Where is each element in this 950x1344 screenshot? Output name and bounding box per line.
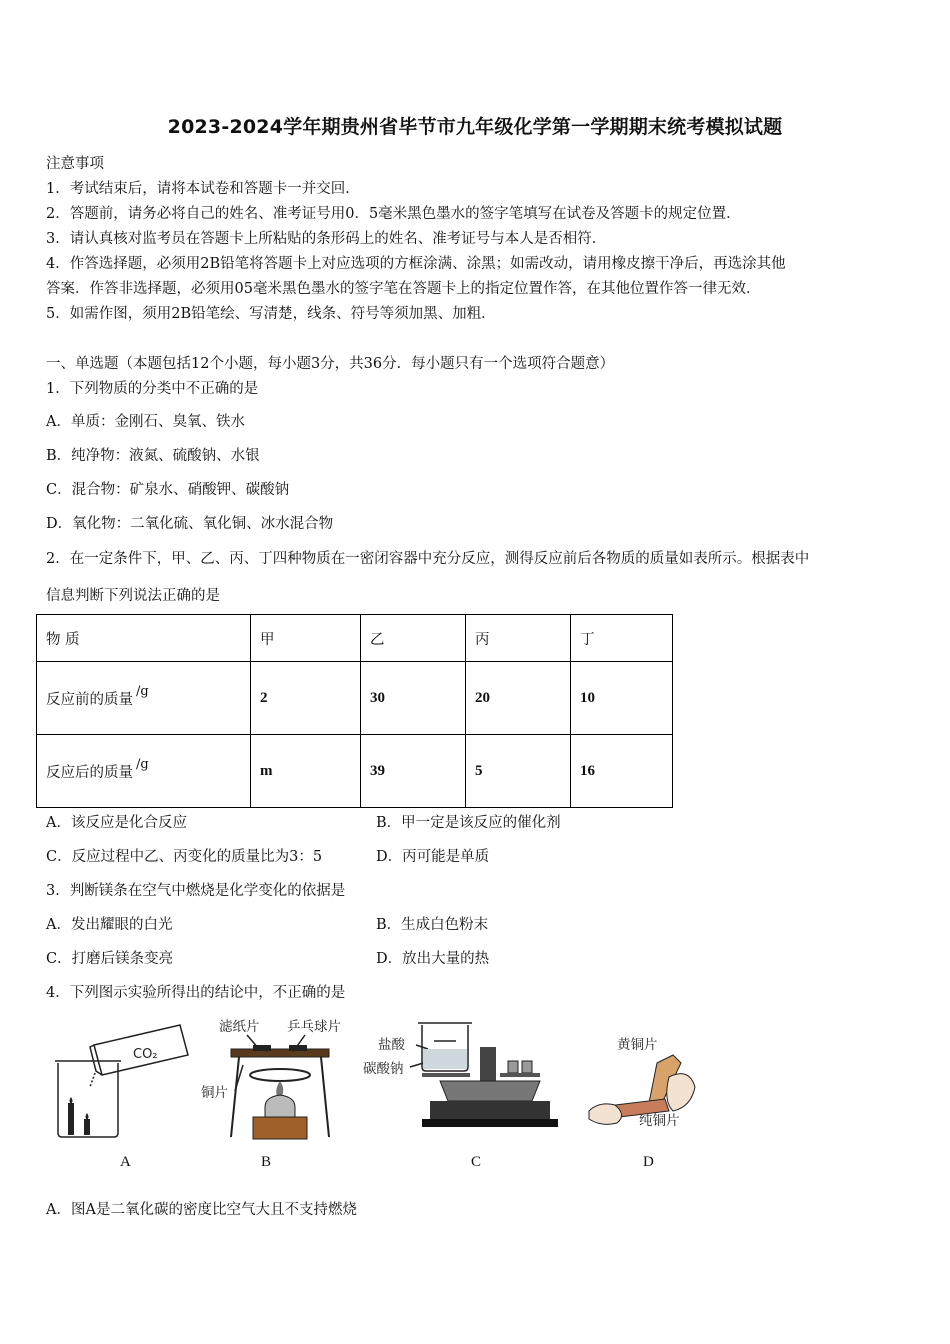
- figure-b-copper-heating: [195, 1015, 365, 1145]
- table-row-label: [37, 662, 251, 735]
- figure-caption-d: D: [643, 1154, 654, 1170]
- q2-option-b: B．甲一定是该反应的催化剂: [376, 815, 561, 831]
- q2-option-c: C．反应过程中乙、丙变化的质量比为3：5: [46, 849, 323, 865]
- table-cell: 10: [571, 662, 673, 735]
- row-label-text: 反应前的质量: [46, 691, 133, 708]
- table-cell: 30: [361, 662, 466, 735]
- q2-option-d: D．丙可能是单质: [376, 849, 490, 865]
- notice-item: 2．答题前，请务必将自己的姓名、准考证号用0．5毫米黑色墨水的签字笔填写在试卷及答题卡的规定位置．: [46, 206, 741, 222]
- mass-table: [36, 614, 673, 808]
- label-sodium-carbonate: 碳酸钠: [363, 1061, 404, 1077]
- q4-option-a: A．图A是二氧化碳的密度比空气大且不支持燃烧: [46, 1202, 357, 1218]
- q3-option-a: A．发出耀眼的白光: [46, 917, 173, 933]
- table-header-row: [37, 615, 673, 662]
- q2-stem: 信息判断下列说法正确的是: [46, 588, 220, 604]
- page-title: 2023-2024学年期贵州省毕节市九年级化学第一学期期末统考模拟试题: [167, 116, 783, 138]
- notice-item: 4．作答选择题，必须用2B铅笔将答题卡上对应选项的方框涂满、涂黑；如需改动，请用橡皮擦干净后，再选涂其他: [46, 256, 786, 272]
- q1-stem: 1．下列物质的分类中不正确的是: [46, 381, 259, 397]
- figure-caption-a: A: [120, 1154, 131, 1170]
- unit-label: /g: [136, 756, 149, 772]
- label-brass-plate: 黄铜片: [617, 1037, 658, 1053]
- q3-option-c: C．打磨后镁条变亮: [46, 951, 174, 967]
- table-header-cell: 物 质: [37, 615, 251, 662]
- table-cell: 5: [466, 735, 571, 808]
- unit-label: /g: [136, 683, 149, 699]
- q4-stem: 4．下列图示实验所得出的结论中，不正确的是: [46, 985, 346, 1001]
- q2-option-a: A．该反应是化合反应: [46, 815, 187, 831]
- label-co2: CO₂: [133, 1047, 158, 1062]
- table-row: [37, 735, 673, 808]
- table-header-cell: 丙: [466, 615, 571, 662]
- figure-caption-c: C: [471, 1154, 482, 1170]
- table-cell: 16: [571, 735, 673, 808]
- table-cell: 39: [361, 735, 466, 808]
- label-pure-copper-plate: 纯铜片: [639, 1113, 680, 1129]
- figure-c-balance: [360, 1015, 560, 1145]
- q1-option-b: B．纯净物：液氮、硫酸钠、水银: [46, 448, 260, 464]
- q1-option-d: D．氧化物：二氧化硫、氧化铜、冰水混合物: [46, 516, 334, 532]
- table-cell: 2: [251, 662, 361, 735]
- q2-stem: 2．在一定条件下，甲、乙、丙、丁四种物质在一密闭容器中充分反应，测得反应前后各物质的质量如表所示。根据表中: [46, 551, 810, 567]
- table-row: [37, 662, 673, 735]
- label-hydrochloric-acid: 盐酸: [378, 1037, 405, 1053]
- label-copper-plate: 铜片: [201, 1085, 228, 1101]
- notice-item: 5．如需作图，须用2B铅笔绘、写清楚，线条、符号等须加黑、加粗．: [46, 306, 496, 322]
- table-header-cell: 丁: [571, 615, 673, 662]
- table-cell: 20: [466, 662, 571, 735]
- label-pingpong: 乒乓球片: [287, 1019, 341, 1035]
- figure-a-co2-candles: [50, 1015, 195, 1145]
- table-header-cell: 乙: [361, 615, 466, 662]
- q3-option-d: D．放出大量的热: [376, 951, 490, 967]
- figure-caption-b: B: [261, 1154, 272, 1170]
- section-heading: 一、单选题（本题包括12个小题，每小题3分，共36分．每小题只有一个选项符合题意）: [46, 356, 615, 372]
- label-filter-paper: 滤纸片: [219, 1019, 260, 1035]
- q1-option-c: C．混合物：矿泉水、硝酸钾、碳酸钠: [46, 482, 290, 498]
- table-row-label: [37, 735, 251, 808]
- table-header-cell: 甲: [251, 615, 361, 662]
- figure-d-scratch-test: [585, 1015, 705, 1145]
- notice-heading: 注意事项: [46, 156, 104, 172]
- notice-item: 3．请认真核对监考员在答题卡上所粘贴的条形码上的姓名、准考证号与本人是否相符．: [46, 231, 607, 247]
- q1-option-a: A．单质：金刚石、臭氧、铁水: [46, 414, 245, 430]
- q3-stem: 3．判断镁条在空气中燃烧是化学变化的依据是: [46, 883, 346, 899]
- q3-option-b: B．生成白色粉末: [376, 917, 489, 933]
- table-cell: m: [251, 735, 361, 808]
- notice-item: 答案．作答非选择题，必须用05毫米黑色墨水的签字笔在答题卡上的指定位置作答，在其他位置作答一律无效．: [46, 281, 761, 297]
- row-label-text: 反应后的质量: [46, 764, 133, 781]
- notice-item: 1．考试结束后，请将本试卷和答题卡一并交回．: [46, 181, 360, 197]
